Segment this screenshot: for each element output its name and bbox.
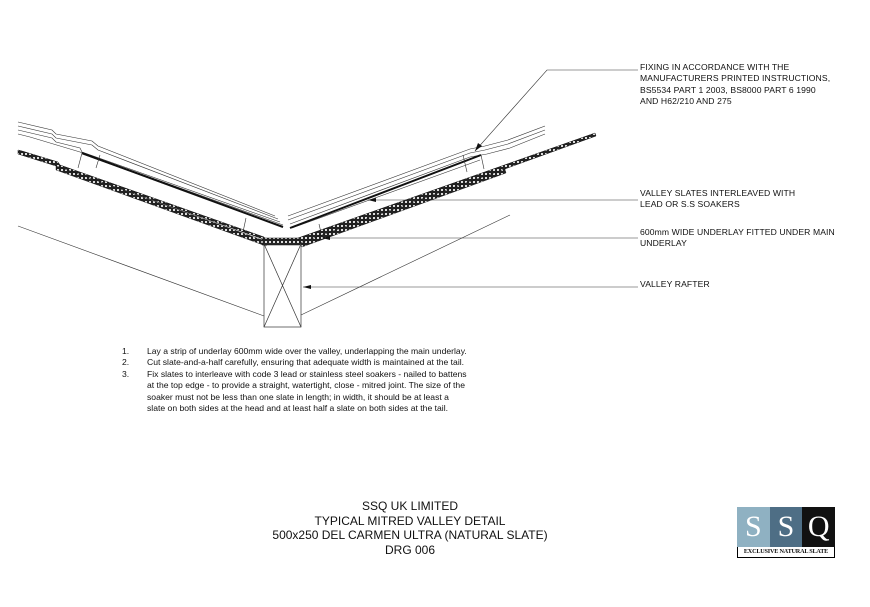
left-slate-layers bbox=[18, 122, 283, 227]
note-number: 3. bbox=[122, 368, 130, 379]
ssq-logo bbox=[737, 507, 835, 559]
note-number: 1. bbox=[122, 346, 130, 356]
right-underlay bbox=[298, 133, 596, 243]
callout-line: AND H62/210 AND 275 bbox=[640, 95, 732, 106]
callout-line: VALLEY SLATES INTERLEAVED WITH bbox=[640, 188, 796, 198]
note-text: Fix slates to interleave with code 3 lead or stainless steel soakers - nailed to battens at the top edge - to provide a straight, watertight, close - mitred joint. The size of the soaker must not be less than one slate in length; in width, it should be at least a slate on both sides at the head and at least half a slate on both sides at the tail. bbox=[147, 368, 467, 414]
logo-letter: S bbox=[770, 507, 803, 547]
right-slate-layers bbox=[288, 126, 545, 228]
logo-tagline: EXCLUSIVE NATURAL SLATE bbox=[737, 547, 835, 558]
callout-line: BS5534 PART 1 2003, BS8000 PART 6 1990 bbox=[640, 84, 816, 95]
logo-letter: S bbox=[737, 507, 770, 547]
callout-underlay bbox=[640, 227, 835, 250]
note-text: Lay a strip of underlay 600mm wide over the valley, underlapping the main underlay. bbox=[147, 346, 467, 356]
company-name: SSQ UK LIMITED bbox=[361, 499, 459, 513]
callout-fixing bbox=[640, 62, 830, 107]
note-item bbox=[122, 346, 467, 357]
notes-list bbox=[122, 346, 467, 414]
callout-line: LEAD OR S.S SOAKERS bbox=[640, 199, 740, 210]
callout-line: FIXING IN ACCORDANCE WITH THE bbox=[640, 62, 790, 72]
callout-line: MANUFACTURERS PRINTED INSTRUCTIONS, bbox=[640, 73, 831, 84]
callout-valley-rafter bbox=[640, 279, 710, 290]
note-number: 2. bbox=[122, 357, 130, 368]
drawing-number: DRG 006 bbox=[384, 542, 436, 557]
logo-letter: Q bbox=[802, 507, 835, 547]
valley-rafter bbox=[264, 244, 301, 327]
callout-line: UNDERLAY bbox=[640, 238, 687, 249]
callout-line: VALLEY RAFTER bbox=[640, 279, 710, 289]
callout-valley-slates bbox=[640, 188, 795, 211]
callout-line: 600mm WIDE UNDERLAY FITTED UNDER MAIN bbox=[640, 227, 835, 237]
title-block bbox=[240, 499, 580, 557]
note-text: Cut slate-and-a-half carefully, ensuring that adequate width is maintained at the tail. bbox=[147, 357, 465, 368]
note-item bbox=[122, 369, 467, 415]
note-item bbox=[122, 357, 467, 368]
drawing-title: TYPICAL MITRED VALLEY DETAIL bbox=[314, 513, 506, 528]
product-name: 500x250 DEL CARMEN ULTRA (NATURAL SLATE) bbox=[272, 528, 548, 542]
